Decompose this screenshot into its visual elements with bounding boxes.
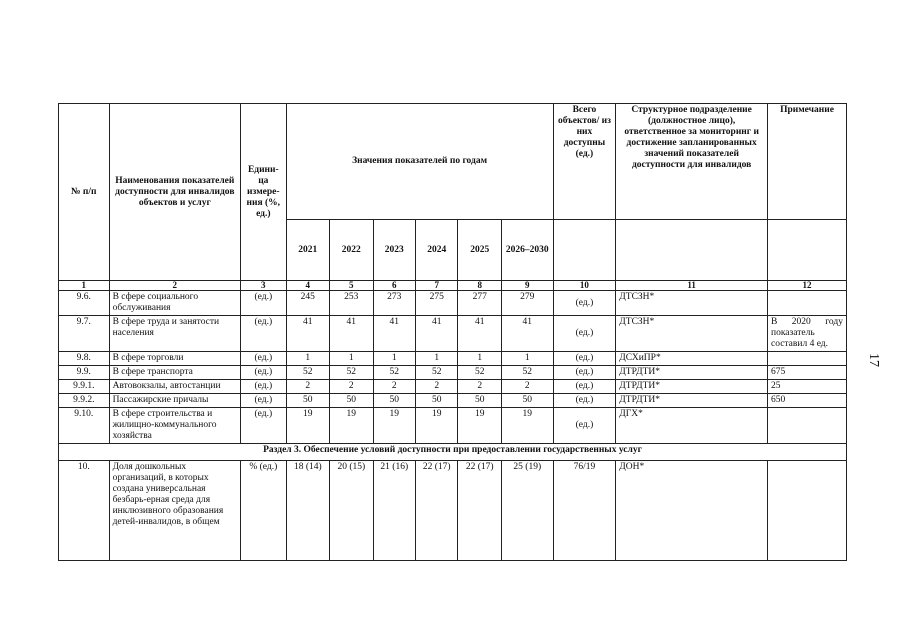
- row-number: 9.10.: [59, 408, 110, 444]
- year-value: 19: [330, 408, 373, 444]
- total-cell: 76/19: [553, 461, 616, 561]
- column-number: 12: [768, 281, 847, 291]
- year-value: 19: [458, 408, 501, 444]
- year-value: 52: [458, 366, 501, 380]
- unit-cell: (ед.): [241, 408, 287, 444]
- responsible-cell: ДТСЗН*: [616, 316, 768, 352]
- table-row: [59, 461, 847, 561]
- responsible-cell: ДТСЗН*: [616, 291, 768, 316]
- year-value: 19: [416, 408, 458, 444]
- column-number: 3: [241, 281, 287, 291]
- indicator-name: В сфере строительства и жилищно-коммунального хозяйства: [109, 408, 240, 444]
- header-values-by-year: Значения показателей по годам: [286, 104, 553, 220]
- year-value: 41: [330, 316, 373, 352]
- header-note: Примечание: [768, 104, 847, 220]
- column-number: 8: [458, 281, 501, 291]
- year-value: 279: [501, 291, 553, 316]
- row-number: 9.7.: [59, 316, 110, 352]
- row-number: 9.9.1.: [59, 380, 110, 394]
- header-total: Всего объектов/ из них доступны (ед.): [553, 104, 616, 220]
- year-value: 277: [458, 291, 501, 316]
- year-value: 273: [373, 291, 415, 316]
- column-number: 9: [501, 281, 553, 291]
- note-cell: 675: [768, 366, 847, 380]
- year-value: 22 (17): [416, 461, 458, 561]
- year-value: 275: [416, 291, 458, 316]
- total-cell: (ед.): [553, 352, 616, 366]
- year-value: 50: [416, 394, 458, 408]
- year-value: 1: [373, 352, 415, 366]
- unit-cell: (ед.): [241, 394, 287, 408]
- year-value: 50: [373, 394, 415, 408]
- column-number: 11: [616, 281, 768, 291]
- year-value: 20 (15): [330, 461, 373, 561]
- total-cell: (ед.): [553, 408, 616, 444]
- row-number: 10.: [59, 461, 110, 561]
- total-cell: (ед.): [553, 366, 616, 380]
- row-number: 9.8.: [59, 352, 110, 366]
- header-note-blank: [768, 220, 847, 281]
- indicator-name: В сфере торговли: [109, 352, 240, 366]
- indicator-name: Автовокзалы, автостанции: [109, 380, 240, 394]
- header-responsible-blank: [616, 220, 768, 281]
- responsible-cell: ДГХ*: [616, 408, 768, 444]
- column-number: 1: [59, 281, 110, 291]
- column-number: 7: [416, 281, 458, 291]
- year-value: 21 (16): [373, 461, 415, 561]
- responsible-cell: ДОН*: [616, 461, 768, 561]
- section-3-title: Раздел 3. Обеспечение условий доступности при предоставлении государственных услуг: [59, 444, 847, 461]
- table-row: [59, 408, 847, 444]
- indicator-name: В сфере труда и занятости населения: [109, 316, 240, 352]
- year-value: 22 (17): [458, 461, 501, 561]
- year-value: 2: [330, 380, 373, 394]
- year-value: 52: [501, 366, 553, 380]
- year-value: 50: [458, 394, 501, 408]
- row-number: 9.6.: [59, 291, 110, 316]
- year-value: 2: [373, 380, 415, 394]
- year-value: 19: [373, 408, 415, 444]
- row-number: 9.9.2.: [59, 394, 110, 408]
- year-value: 41: [373, 316, 415, 352]
- unit-cell: (ед.): [241, 380, 287, 394]
- page-number: 17: [866, 353, 881, 367]
- header-year-2022: 2022: [330, 220, 373, 281]
- total-cell: (ед.): [553, 394, 616, 408]
- year-value: 2: [458, 380, 501, 394]
- year-value: 41: [286, 316, 329, 352]
- row-number: 9.9.: [59, 366, 110, 380]
- header-year-2024: 2024: [416, 220, 458, 281]
- unit-cell: (ед.): [241, 316, 287, 352]
- responsible-cell: ДТРДТИ*: [616, 380, 768, 394]
- year-value: 2: [286, 380, 329, 394]
- year-value: 25 (19): [501, 461, 553, 561]
- indicator-name: В сфере социального обслуживания: [109, 291, 240, 316]
- year-value: 1: [330, 352, 373, 366]
- year-value: 253: [330, 291, 373, 316]
- table-row: [59, 316, 847, 352]
- column-number: 2: [109, 281, 240, 291]
- table-row: [59, 366, 847, 380]
- responsible-cell: ДТРДТИ*: [616, 366, 768, 380]
- indicator-name: Доля дошкольных организаций, в которых создана универсальная безбарь-ерная среда для инклюзивного образования детей-инвалидов, в общем: [109, 461, 240, 561]
- total-cell: (ед.): [553, 380, 616, 394]
- column-number: 6: [373, 281, 415, 291]
- indicator-name: Пассажирские причалы: [109, 394, 240, 408]
- year-value: 50: [330, 394, 373, 408]
- year-value: 245: [286, 291, 329, 316]
- year-value: 2: [501, 380, 553, 394]
- section-row: [59, 444, 847, 461]
- header-year-2021: 2021: [286, 220, 329, 281]
- column-number: 5: [330, 281, 373, 291]
- table-row: [59, 291, 847, 316]
- note-cell: В 2020 году показатель составил 4 ед.: [768, 316, 847, 352]
- header-year-2025: 2025: [458, 220, 501, 281]
- header-year-2026-2030: 2026–2030: [501, 220, 553, 281]
- note-cell: 650: [768, 394, 847, 408]
- year-value: 41: [501, 316, 553, 352]
- year-value: 50: [286, 394, 329, 408]
- unit-cell: (ед.): [241, 352, 287, 366]
- year-value: 50: [501, 394, 553, 408]
- column-number: 10: [553, 281, 616, 291]
- header-year-2023: 2023: [373, 220, 415, 281]
- total-cell: (ед.): [553, 291, 616, 316]
- column-number-row: [59, 281, 847, 291]
- note-cell: [768, 408, 847, 444]
- header-total-blank: [553, 220, 616, 281]
- year-value: 52: [373, 366, 415, 380]
- unit-cell: (ед.): [241, 291, 287, 316]
- year-value: 19: [286, 408, 329, 444]
- accessibility-indicators-table: [58, 103, 847, 561]
- responsible-cell: ДТРДТИ*: [616, 394, 768, 408]
- year-value: 41: [416, 316, 458, 352]
- note-cell: [768, 291, 847, 316]
- year-value: 52: [286, 366, 329, 380]
- header-unit: Едини-ца измере-ния (%, ед.): [241, 104, 287, 281]
- year-value: 52: [330, 366, 373, 380]
- responsible-cell: ДСХиПР*: [616, 352, 768, 366]
- table-row: [59, 394, 847, 408]
- header-num: № п/п: [59, 104, 110, 281]
- year-value: 41: [458, 316, 501, 352]
- year-value: 1: [458, 352, 501, 366]
- unit-cell: (ед.): [241, 366, 287, 380]
- year-value: 1: [416, 352, 458, 366]
- note-cell: [768, 461, 847, 561]
- year-value: 1: [501, 352, 553, 366]
- note-cell: [768, 352, 847, 366]
- total-cell: (ед.): [553, 316, 616, 352]
- column-number: 4: [286, 281, 329, 291]
- year-value: 52: [416, 366, 458, 380]
- year-value: 2: [416, 380, 458, 394]
- year-value: 18 (14): [286, 461, 329, 561]
- year-value: 19: [501, 408, 553, 444]
- year-value: 1: [286, 352, 329, 366]
- note-cell: 25: [768, 380, 847, 394]
- indicator-name: В сфере транспорта: [109, 366, 240, 380]
- table-row: [59, 352, 847, 366]
- table-row: [59, 380, 847, 394]
- header-responsible: Структурное подразделение (должностное лицо), ответственное за мониторинг и достижение запланированных значений показателей доступности для инвалидов: [616, 104, 768, 220]
- unit-cell: % (ед.): [241, 461, 287, 561]
- header-name: Наименования показателей доступности для инвалидов объектов и услуг: [109, 104, 240, 281]
